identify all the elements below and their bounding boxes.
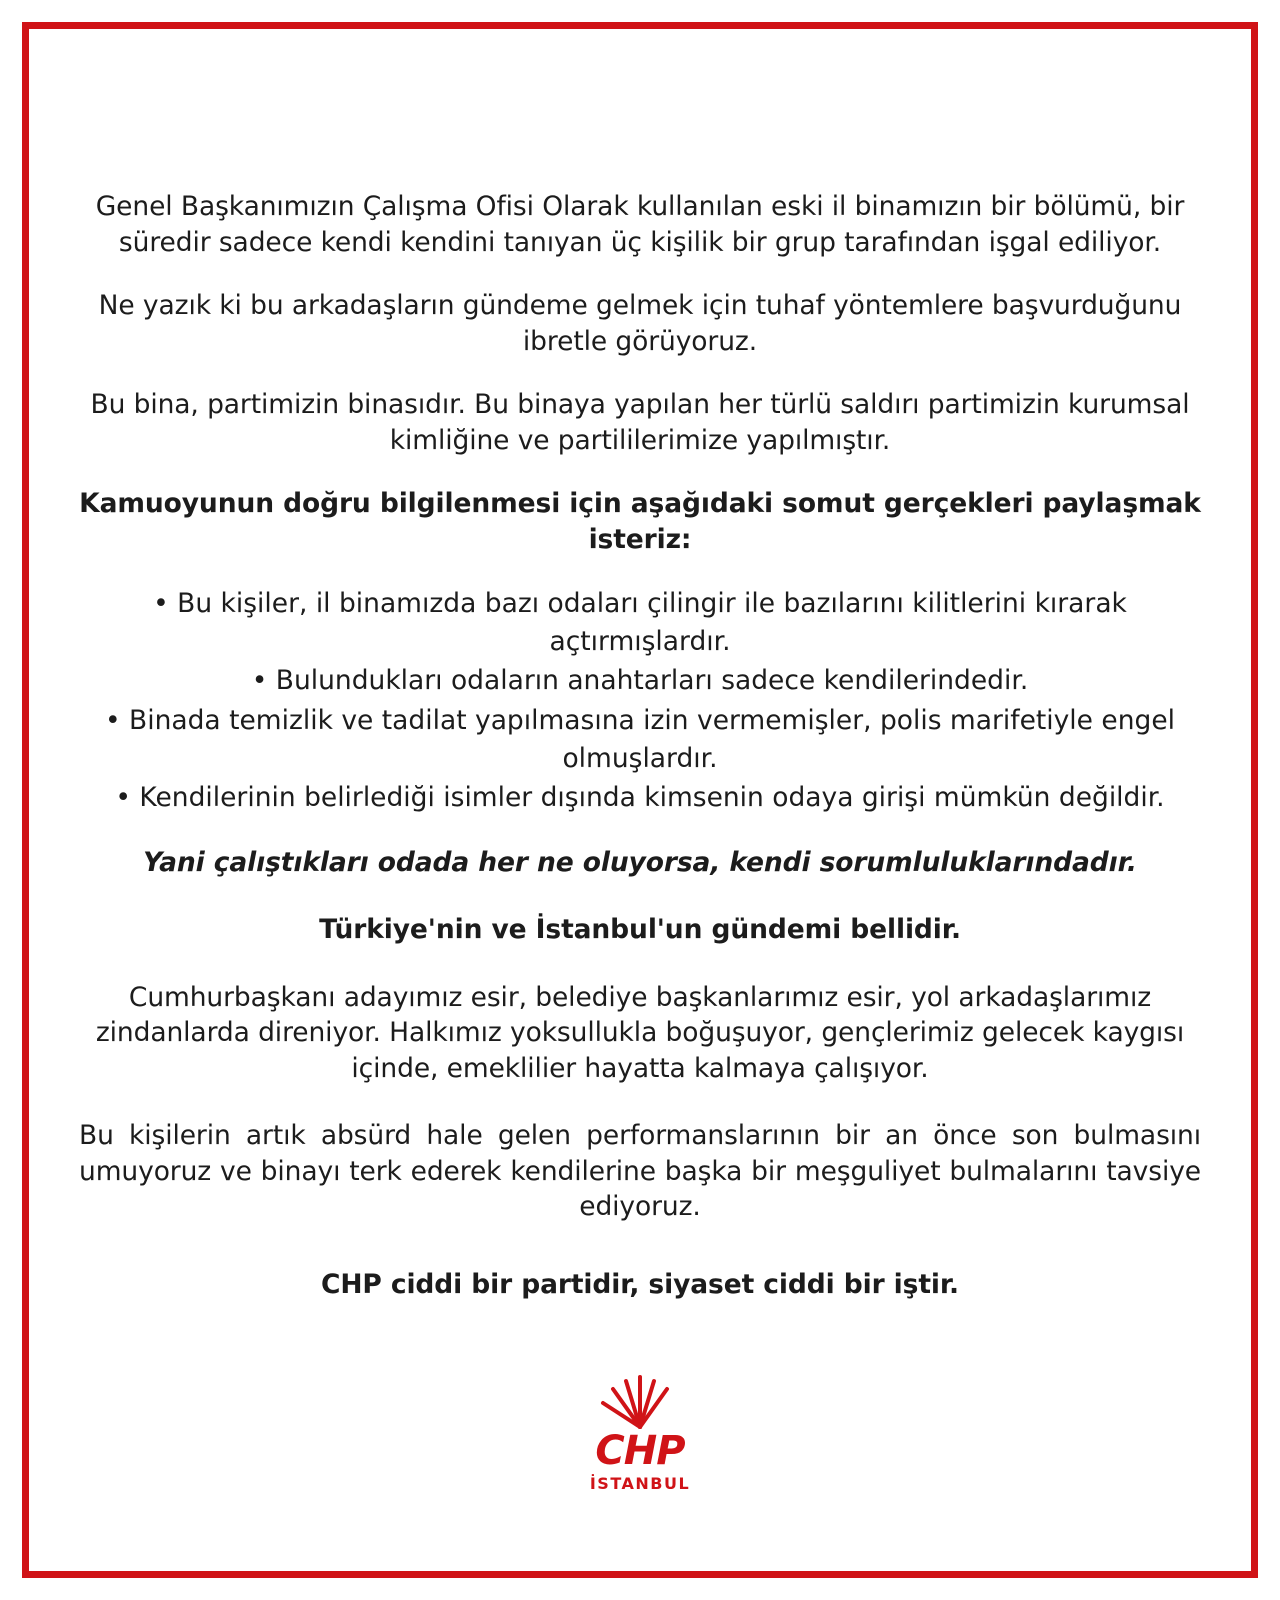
paragraph-building-ownership: Bu bina, partimizin binasıdır. Bu binaya yapılan her türlü saldırı partimizin kurumsal kimliğine ve partililerimize yapılmıştır. <box>90 389 1190 456</box>
chp-wordmark: CHP <box>595 1428 685 1474</box>
paragraph-context: Cumhurbaşkanı adayımız esir, belediye başkanlarımız esir, yol arkadaşlarımız zindanlarda direniyor. Halkımız yoksullukla boğuşuyor, gençlerimiz gelecek kaygısı içinde, emeklilier hayatta kalmaya çalışıyor. <box>95 981 1185 1084</box>
statement-body <box>79 189 1201 1330</box>
chp-six-arrows-icon <box>597 1359 683 1429</box>
paragraph-responsibility: Yani çalıştıkları odada her ne oluyorsa, kendi sorumluluklarındadır. <box>143 846 1137 878</box>
paragraph-methods: Ne yazık ki bu arkadaşların gündeme gelmek için tuhaf yöntemlere başvurduğunu ibretle görüyoruz. <box>98 290 1182 357</box>
list-item: • Bu kişiler, il binamızda bazı odaları çilingir ile bazılarını kilitlerini kırarak açtırmışlardır. <box>153 588 1127 657</box>
facts-list <box>79 585 1201 819</box>
paragraph-intro: Genel Başkanımızın Çalışma Ofisi Olarak kullanılan eski il binamızın bir bölümü, bir süredir sadece kendi kendini tanıyan üç kişilik bir grup tarafından işgal ediliyor. <box>95 191 1185 258</box>
list-item: • Kendilerinin belirlediği isimler dışında kimsenin odaya girişi mümkün değildir. <box>115 782 1165 814</box>
chp-logo <box>29 1359 1251 1493</box>
list-item: • Bulundukları odaların anahtarları sadece kendilerindedir. <box>251 665 1029 697</box>
paragraph-conclusion: Bu kişilerin artık absürd hale gelen performanslarının bir an önce son bulmasını umuyoruz ve binayı terk ederek kendilerine başka bir meşguliyet bulmalarını tavsiye ediyoruz. <box>79 1120 1201 1223</box>
red-border-frame <box>22 22 1258 1578</box>
paragraph-facts-heading: Kamuoyunun doğru bilgilenmesi için aşağıdaki somut gerçekleri paylaşmak isteriz: <box>79 488 1201 555</box>
chp-city-label: İSTANBUL <box>589 1474 691 1493</box>
paragraph-agenda: Türkiye'nin ve İstanbul'un gündemi bellidir. <box>319 914 961 946</box>
paragraph-closing-slogan: CHP ciddi bir partidir, siyaset ciddi bir iştir. <box>320 1268 960 1300</box>
list-item: • Binada temizlik ve tadilat yapılmasına izin vermemişler, polis marifetiyle engel olmuşlardır. <box>104 704 1175 774</box>
